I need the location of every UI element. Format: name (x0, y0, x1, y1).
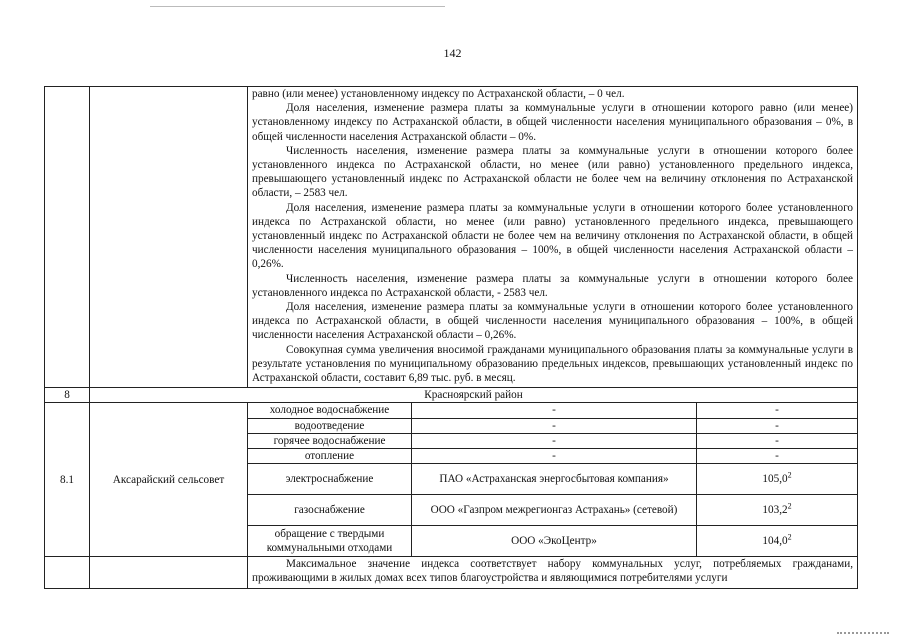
intro-num-cell (45, 87, 90, 388)
closing-paragraph: Максимальное значение индекса соответствует набору коммунальных услуг, потребляемых гражданами, проживающими в жилых домах всех типов благоустройства и являющимися потребителями услуги (252, 558, 853, 585)
service-name: водоотведение (248, 418, 412, 433)
service-provider: - (412, 403, 697, 418)
service-provider: ООО «Газпром межрегионгаз Астрахань» (сетевой) (412, 495, 697, 526)
closing-name-cell (90, 557, 248, 588)
service-index-cell (697, 526, 858, 557)
service-index: 104,0 (762, 535, 788, 548)
service-provider: - (412, 418, 697, 433)
closing-num-cell (45, 557, 90, 588)
intro-name-cell (90, 87, 248, 388)
service-name: холодное водоснабжение (248, 403, 412, 418)
service-name: электроснабжение (248, 464, 412, 495)
intro-paragraph: Доля населения, изменение размера платы за коммунальные услуги в отношении которого более установленного индекса по Астраханской области, но менее (или равно) установленного предельного индекса, превышающего установленный индекс по Астраханской области не более чем на величину отклонения по Астраханской области, в общей численности населения муниципального образования – 100%, в общей численности населения Астраханской области – 0,26%. (252, 201, 853, 271)
intro-paragraph: Совокупная сумма увеличения вносимой гражданами муниципального образования платы за коммунальные услуги в результате установления по муниципальному образованию предельных индексов, превышающих установленный индекс по Астраханской области, составит 6,89 тыс. руб. в месяц. (252, 343, 853, 385)
section-row (45, 388, 858, 403)
service-name: отопление (248, 449, 412, 464)
intro-row (45, 87, 858, 388)
footnote-marker: 2 (787, 501, 792, 511)
section-number: 8 (45, 388, 90, 403)
service-index-cell (697, 495, 858, 526)
page-number: 142 (443, 46, 462, 60)
service-name: обращение с твердыми коммунальными отходами (248, 526, 412, 557)
entity-name: Аксарайский сельсовет (90, 403, 248, 557)
intro-paragraph: Численность населения, изменение размера платы за коммунальные услуги в отношении которого более установленного индекса по Астраханской области, - 2583 чел. (252, 272, 853, 299)
service-name: газоснабжение (248, 495, 412, 526)
entity-number: 8.1 (45, 403, 90, 557)
service-index: - (697, 403, 858, 418)
service-row (45, 403, 858, 418)
footer-mark (837, 632, 889, 634)
closing-text-cell (248, 557, 858, 588)
document-table (44, 86, 858, 589)
service-index: - (697, 433, 858, 448)
service-index: 105,0 (762, 473, 788, 486)
intro-paragraph: Доля населения, изменение размера платы за коммунальные услуги в отношении которого равно (или менее) установленному индексу по Астраханской области, в общей численности населения муниципального образования – 0%, в общей численности населения Астраханской области – 0%. (252, 102, 853, 143)
service-index-cell (697, 464, 858, 495)
intro-text-cell (248, 87, 858, 388)
service-name: горячее водоснабжение (248, 433, 412, 448)
footnote-marker: 2 (787, 470, 792, 480)
service-index: - (697, 418, 858, 433)
service-index: 103,2 (762, 504, 788, 517)
service-provider: - (412, 449, 697, 464)
section-title: Красноярский район (90, 388, 858, 403)
intro-paragraph: Численность населения, изменение размера платы за коммунальные услуги в отношении которого более установленного индекса по Астраханской области, но менее (или равно) установленного предельного индекса, превышающего установленный индекс по Астраханской области не более чем на величину отклонения по Астраханской области, – 2583 чел. (252, 144, 853, 200)
intro-paragraph: Доля населения, изменение размера платы за коммунальные услуги в отношении которого более установленного индекса по Астраханской области, в общей численности населения муниципального образования – 100%, в общей численности населения Астраханской области – 0,26%. (252, 301, 853, 342)
service-provider: ПАО «Астраханская энергосбытовая компания» (412, 464, 697, 495)
closing-row (45, 557, 858, 588)
intro-paragraph: равно (или менее) установленному индексу по Астраханской области, – 0 чел. (252, 88, 625, 100)
top-rule (150, 6, 445, 7)
service-index: - (697, 449, 858, 464)
service-provider: ООО «ЭкоЦентр» (412, 526, 697, 557)
service-provider: - (412, 433, 697, 448)
footnote-marker: 2 (787, 532, 792, 542)
